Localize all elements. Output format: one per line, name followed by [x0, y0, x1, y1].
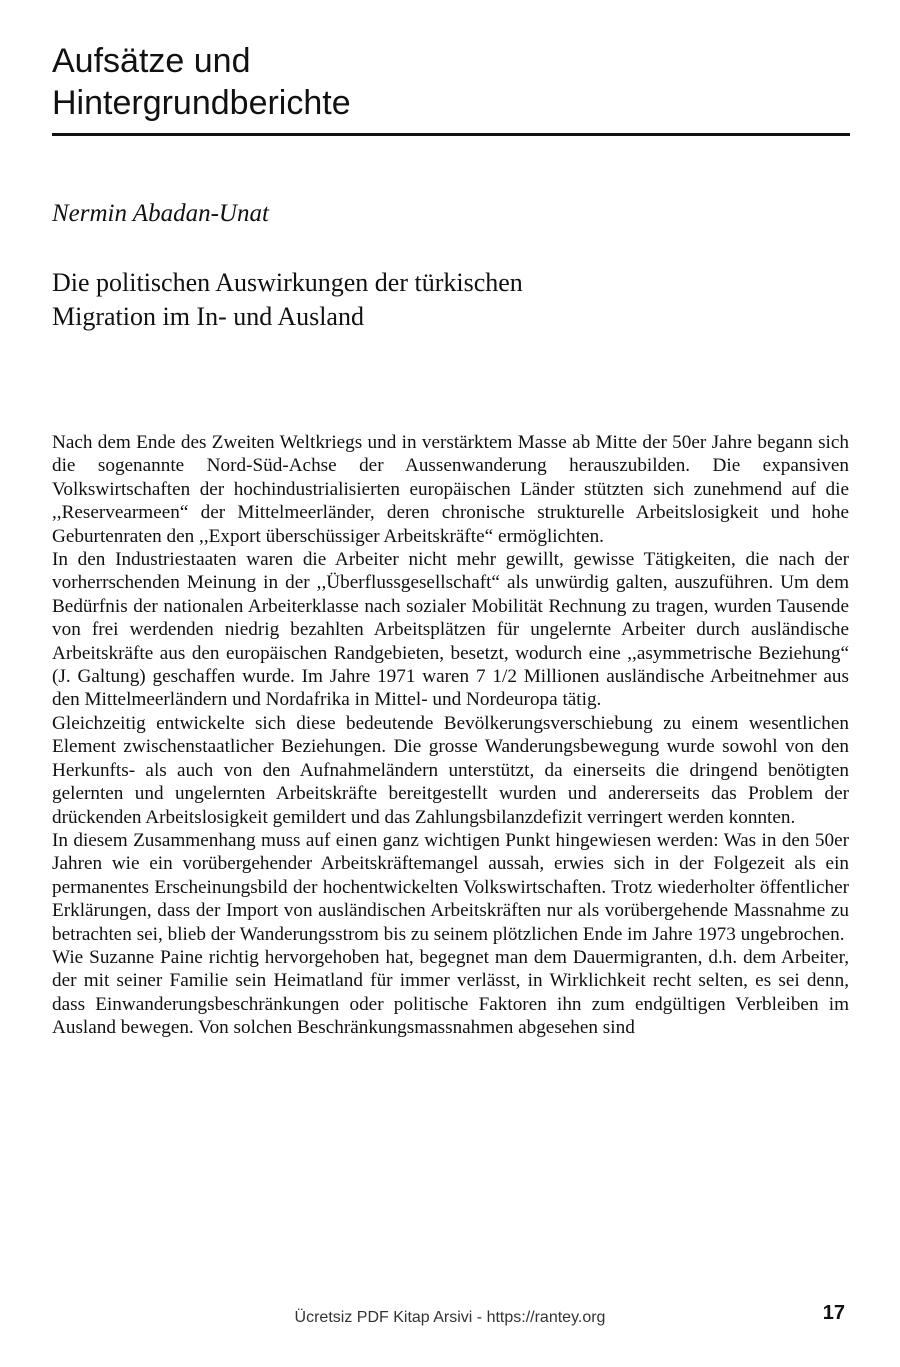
heading-divider [52, 133, 850, 136]
article-title [52, 266, 852, 334]
section-heading-line-2: Hintergrundberichte [52, 84, 351, 122]
footer-watermark: Ücretsiz PDF Kitap Arsivi - https://rantey.org [294, 1309, 606, 1326]
body-paragraph: Gleichzeitig entwickelte sich diese bedeutende Bevölkerungsverschiebung zu einem wesentlichen Element zwischenstaatlicher Beziehungen. Die grosse Wanderungsbewegung wurde sowohl von den Herkunfts- als auch von den Aufnahmeländern unterstützt, da einerseits die dringend benötigten gelernten und ungelernten Arbeitskräfte bereitgestellt wurden und andererseits das Problem der drückenden Arbeitslosigkeit gemildert und das Zahlungsbilanzdefizit verringert werden konnten. [52, 712, 849, 828]
body-paragraph: In den Industriestaaten waren die Arbeiter nicht mehr gewillt, gewisse Tätigkeiten, die nach der vorherrschenden Meinung in der ,,Überflussgesellschaft“ als unwürdig galten, auszuführen. Um dem Bedürfnis der nationalen Arbeiterklasse nach sozialer Mobilität Rechnung zu tragen, wurden Tausende von frei werdenden niedrig bezahlten Arbeitsplätzen für ungelernte Arbeiter durch ausländische Arbeitskräfte aus den europäischen Randgebieten, besetzt, wodurch eine ,,asymmetrische Beziehung“ (J. Galtung) geschaffen wurde. Im Jahre 1971 waren 7 1/2 Millionen ausländische Arbeitnehmer aus den Mittelmeerländern und Nordafrika in Mittel- und Nordeuropa tätig. [52, 549, 849, 711]
body-paragraph: Nach dem Ende des Zweiten Weltkriegs und in verstärktem Masse ab Mitte der 50er Jahre begann sich die sogenannte Nord-Süd-Achse der Aussenwanderung herauszubilden. Die expansiven Volkswirtschaften der hochindustrialisierten europäischen Länder stützten sich zunehmend auf die ,,Reservearmeen“ der Mittelmeerländer, deren chronische strukturelle Arbeitslosigkeit und hohe Geburtenraten den ,,Export überschüssiger Arbeitskräfte“ ermöglichten. [52, 432, 849, 547]
page-number: 17 [822, 1302, 845, 1324]
body-paragraph: Wie Suzanne Paine richtig hervorgehoben hat, begegnet man dem Dauermigranten, d.h. dem Arbeiter, der mit seiner Familie sein Heimatland für immer verlässt, in Wirklichkeit recht selten, es sei denn, dass Einwanderungsbeschränkungen oder politische Faktoren ihn zum endgültigen Verbleiben im Ausland bewegen. Von solchen Beschränkungsmassnahmen abgesehen sind [52, 946, 849, 1039]
section-heading-line-1: Aufsätze und [52, 42, 251, 80]
body-paragraph: In diesem Zusammenhang muss auf einen ganz wichtigen Punkt hingewiesen werden: Was in den 50er Jahren wie ein vorübergehender Arbeitskräftemangel aussah, erwies sich in der Folgezeit als ein permanentes Erscheinungsbild der hochentwickelten Volkswirtschaften. Trotz wiederholter öffentlicher Erklärungen, dass der Import von ausländischen Arbeitskräften nur als vorübergehende Massnahme zu betrachten sei, blieb der Wanderungsstrom bis zu seinem plötzlichen Ende im Jahre 1973 ungebrochen. [52, 829, 849, 945]
section-heading [52, 40, 852, 124]
article-body [52, 431, 849, 1040]
author-name: Nermin Abadan-Unat [52, 200, 269, 227]
article-title-line-2: Migration im In- und Ausland [52, 302, 364, 331]
article-title-line-1: Die politischen Auswirkungen der türkischen [52, 268, 523, 297]
